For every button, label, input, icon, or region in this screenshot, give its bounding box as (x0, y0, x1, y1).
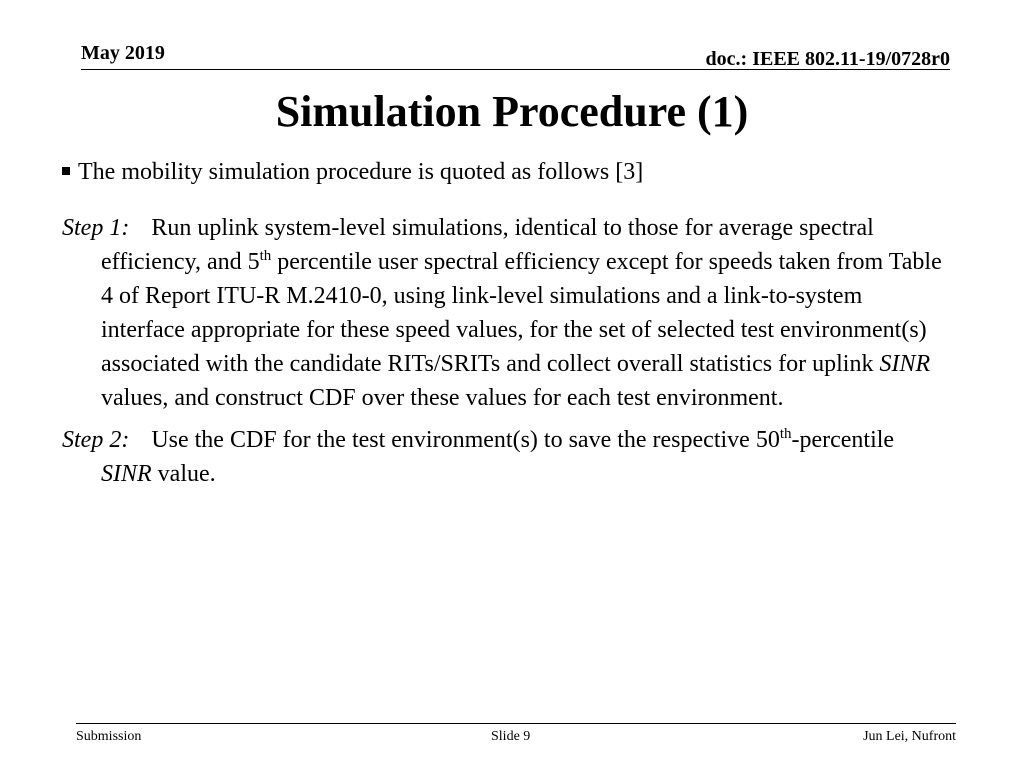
step-2-text-a: Use the CDF for the test environment(s) to save the respective 50 (151, 427, 780, 453)
square-bullet-icon (62, 167, 70, 175)
bullet-text: The mobility simulation procedure is quoted as follows [3] (78, 159, 644, 185)
slide-title: Simulation Procedure (1) (275, 87, 749, 136)
step-2-text-c: value. (151, 461, 216, 487)
step-2-label: Step 2: (62, 427, 130, 453)
step-2-superscript: th (779, 426, 792, 442)
step-1-text-c: values, and construct CDF over these values for each test environment. (101, 385, 784, 411)
step-2-text-b: -percentile (791, 427, 895, 453)
footer-slide-number: Slide 9 (491, 729, 531, 744)
steps-list (62, 211, 942, 491)
step-1-text-a: Run uplink system-level simulations, identical to those for average spectral efficiency, and 5 (101, 215, 874, 275)
footer-divider (76, 723, 956, 724)
header-doc-id: doc.: IEEE 802.11-19/0728r0 (705, 48, 950, 70)
step-1-text-b: percentile user spectral efficiency except for speeds taken from Table 4 of Report ITU-R M.2410-0, using link-level simulations and a link-to-system interface appropriate for these speed values, for the set of selected test environment(s) associated with the candidate RITs/SRITs and collect overall statistics for uplink (101, 249, 942, 377)
step-2 (62, 423, 942, 491)
step-1 (62, 211, 942, 415)
header-date: May 2019 (81, 42, 165, 64)
header-divider (81, 69, 950, 70)
bullet-item (62, 157, 643, 187)
step-2-sinr: SINR (101, 461, 152, 487)
footer-author: Jun Lei, Nufront (863, 729, 956, 744)
step-1-superscript: th (259, 248, 272, 264)
step-1-label: Step 1: (62, 215, 130, 241)
step-1-sinr: SINR (879, 351, 931, 377)
footer-submission: Submission (76, 729, 142, 744)
